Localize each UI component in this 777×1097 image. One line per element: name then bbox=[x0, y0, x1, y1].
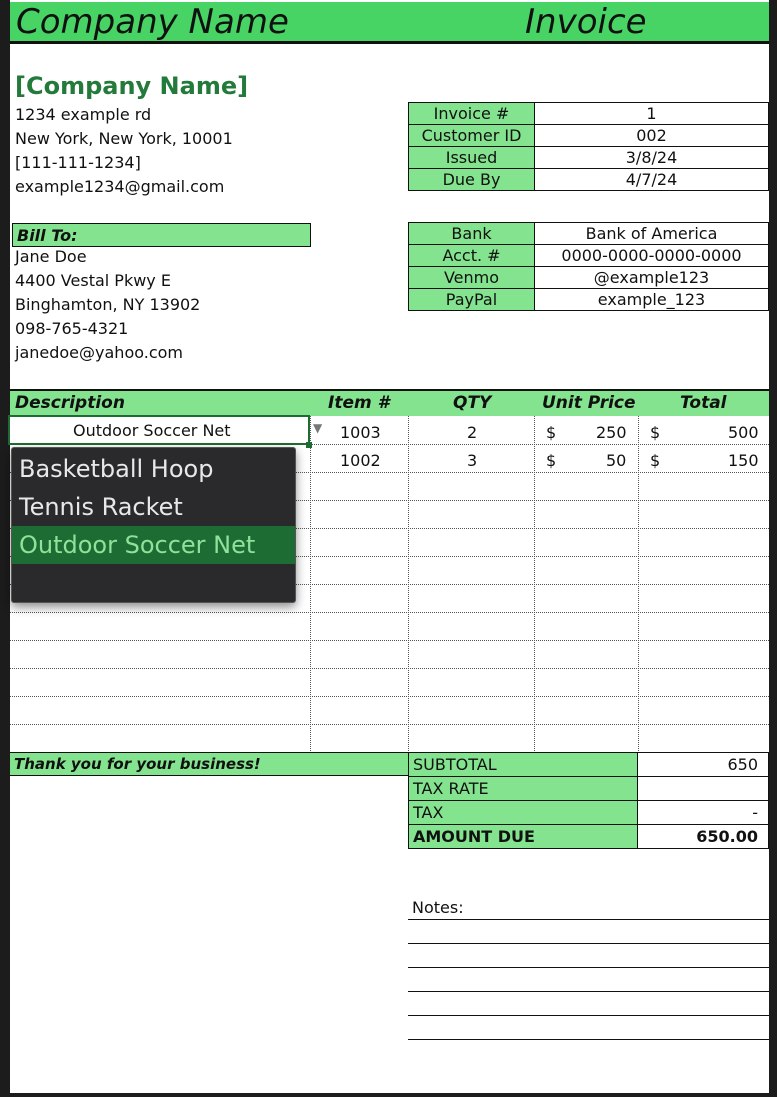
bill-to-phone[interactable]: 098-765-4321 bbox=[15, 319, 129, 338]
issued-value[interactable]: 3/8/24 bbox=[535, 147, 769, 169]
header-description[interactable]: Description bbox=[15, 393, 125, 413]
account-label[interactable]: Acct. # bbox=[409, 245, 535, 267]
due-by-value[interactable]: 4/7/24 bbox=[535, 169, 769, 191]
bill-to-label[interactable]: Bill To: bbox=[12, 223, 311, 247]
payment-info-row bbox=[409, 267, 769, 289]
payment-info-row bbox=[409, 223, 769, 245]
row1-description[interactable]: Outdoor Soccer Net bbox=[73, 421, 231, 440]
grid-line bbox=[10, 668, 769, 669]
bill-to-address-2[interactable]: Binghamton, NY 13902 bbox=[15, 295, 201, 314]
summary-row bbox=[409, 801, 769, 825]
company-phone[interactable]: [111-111-1234] bbox=[15, 153, 141, 172]
company-email[interactable]: example1234@gmail.com bbox=[15, 177, 225, 196]
grid-line bbox=[10, 724, 769, 725]
header-total[interactable]: Total bbox=[680, 393, 727, 413]
bill-to-email[interactable]: janedoe@yahoo.com bbox=[15, 343, 183, 362]
subtotal-label[interactable]: SUBTOTAL bbox=[409, 753, 638, 777]
venmo-value[interactable]: @example123 bbox=[535, 267, 769, 289]
dropdown-option-outdoor-soccer-net[interactable]: Outdoor Soccer Net bbox=[12, 526, 295, 564]
dropdown-list bbox=[11, 447, 296, 603]
bill-to-name[interactable]: Jane Doe bbox=[15, 247, 87, 266]
notes-line[interactable] bbox=[408, 991, 769, 992]
company-address-2[interactable]: New York, New York, 10001 bbox=[15, 129, 233, 148]
notes-line[interactable] bbox=[408, 919, 769, 920]
row2-total-currency: $ bbox=[650, 451, 661, 470]
row1-total[interactable]: 500 bbox=[728, 423, 759, 442]
items-header-row bbox=[10, 389, 769, 416]
grid-line bbox=[10, 640, 769, 641]
invoice-number-value[interactable]: 1 bbox=[535, 103, 769, 125]
bank-label[interactable]: Bank bbox=[409, 223, 535, 245]
customer-id-label[interactable]: Customer ID bbox=[409, 125, 535, 147]
summary-row bbox=[409, 777, 769, 801]
company-name[interactable]: [Company Name] bbox=[15, 72, 249, 100]
invoice-sheet bbox=[10, 0, 769, 1093]
payment-info-table bbox=[408, 222, 769, 311]
venmo-label[interactable]: Venmo bbox=[409, 267, 535, 289]
invoice-info-row bbox=[409, 169, 769, 191]
invoice-info-row bbox=[409, 147, 769, 169]
grid-line bbox=[10, 696, 769, 697]
amount-due-label[interactable]: AMOUNT DUE bbox=[409, 825, 638, 849]
issued-label[interactable]: Issued bbox=[409, 147, 535, 169]
invoice-info-table bbox=[408, 102, 769, 191]
due-by-label[interactable]: Due By bbox=[409, 169, 535, 191]
header-qty[interactable]: QTY bbox=[453, 393, 492, 413]
notes-line[interactable] bbox=[408, 967, 769, 968]
summary-row bbox=[409, 825, 769, 849]
header-doc-type[interactable]: Invoice bbox=[525, 2, 647, 42]
notes-line[interactable] bbox=[408, 943, 769, 944]
header-unit-price[interactable]: Unit Price bbox=[542, 393, 636, 413]
notes-line[interactable] bbox=[408, 1039, 769, 1040]
row2-item-number[interactable]: 1002 bbox=[340, 451, 381, 470]
row2-unit-price-currency: $ bbox=[546, 451, 557, 470]
dropdown-option-basketball-hoop[interactable]: Basketball Hoop bbox=[19, 455, 214, 483]
customer-id-value[interactable]: 002 bbox=[535, 125, 769, 147]
account-value[interactable]: 0000-0000-0000-0000 bbox=[535, 245, 769, 267]
grid-line bbox=[10, 612, 769, 613]
paypal-label[interactable]: PayPal bbox=[409, 289, 535, 311]
fill-handle[interactable] bbox=[306, 442, 312, 448]
row1-qty[interactable]: 2 bbox=[467, 423, 478, 442]
tax-rate-value[interactable] bbox=[638, 777, 769, 801]
row1-unit-price-currency: $ bbox=[546, 423, 557, 442]
payment-info-row bbox=[409, 289, 769, 311]
summary-row bbox=[409, 753, 769, 777]
row2-unit-price[interactable]: 50 bbox=[606, 451, 627, 470]
invoice-info-row bbox=[409, 103, 769, 125]
bill-to-address-1[interactable]: 4400 Vestal Pkwy E bbox=[15, 271, 171, 290]
thank-you-message[interactable]: Thank you for your business! bbox=[10, 752, 408, 776]
summary-table bbox=[408, 752, 769, 849]
notes-label[interactable]: Notes: bbox=[412, 898, 464, 917]
tax-label[interactable]: TAX bbox=[409, 801, 638, 825]
dropdown-option-tennis-racket[interactable]: Tennis Racket bbox=[19, 493, 183, 521]
tax-value[interactable]: - bbox=[638, 801, 769, 825]
invoice-number-label[interactable]: Invoice # bbox=[409, 103, 535, 125]
row1-total-currency: $ bbox=[650, 423, 661, 442]
subtotal-value[interactable]: 650 bbox=[638, 753, 769, 777]
bank-value[interactable]: Bank of America bbox=[535, 223, 769, 245]
notes-line[interactable] bbox=[408, 1015, 769, 1016]
invoice-info-row bbox=[409, 125, 769, 147]
dropdown-arrow-icon[interactable]: ▼ bbox=[313, 421, 323, 435]
header-item-number[interactable]: Item # bbox=[328, 393, 390, 413]
tax-rate-label[interactable]: TAX RATE bbox=[409, 777, 638, 801]
payment-info-row bbox=[409, 245, 769, 267]
amount-due-value[interactable]: 650.00 bbox=[638, 825, 769, 849]
row1-unit-price[interactable]: 250 bbox=[596, 423, 627, 442]
header-company-name[interactable]: Company Name bbox=[16, 2, 289, 42]
company-address-1[interactable]: 1234 example rd bbox=[15, 105, 152, 124]
paypal-value[interactable]: example_123 bbox=[535, 289, 769, 311]
row2-total[interactable]: 150 bbox=[728, 451, 759, 470]
row2-qty[interactable]: 3 bbox=[467, 451, 478, 470]
row1-item-number[interactable]: 1003 bbox=[340, 423, 381, 442]
